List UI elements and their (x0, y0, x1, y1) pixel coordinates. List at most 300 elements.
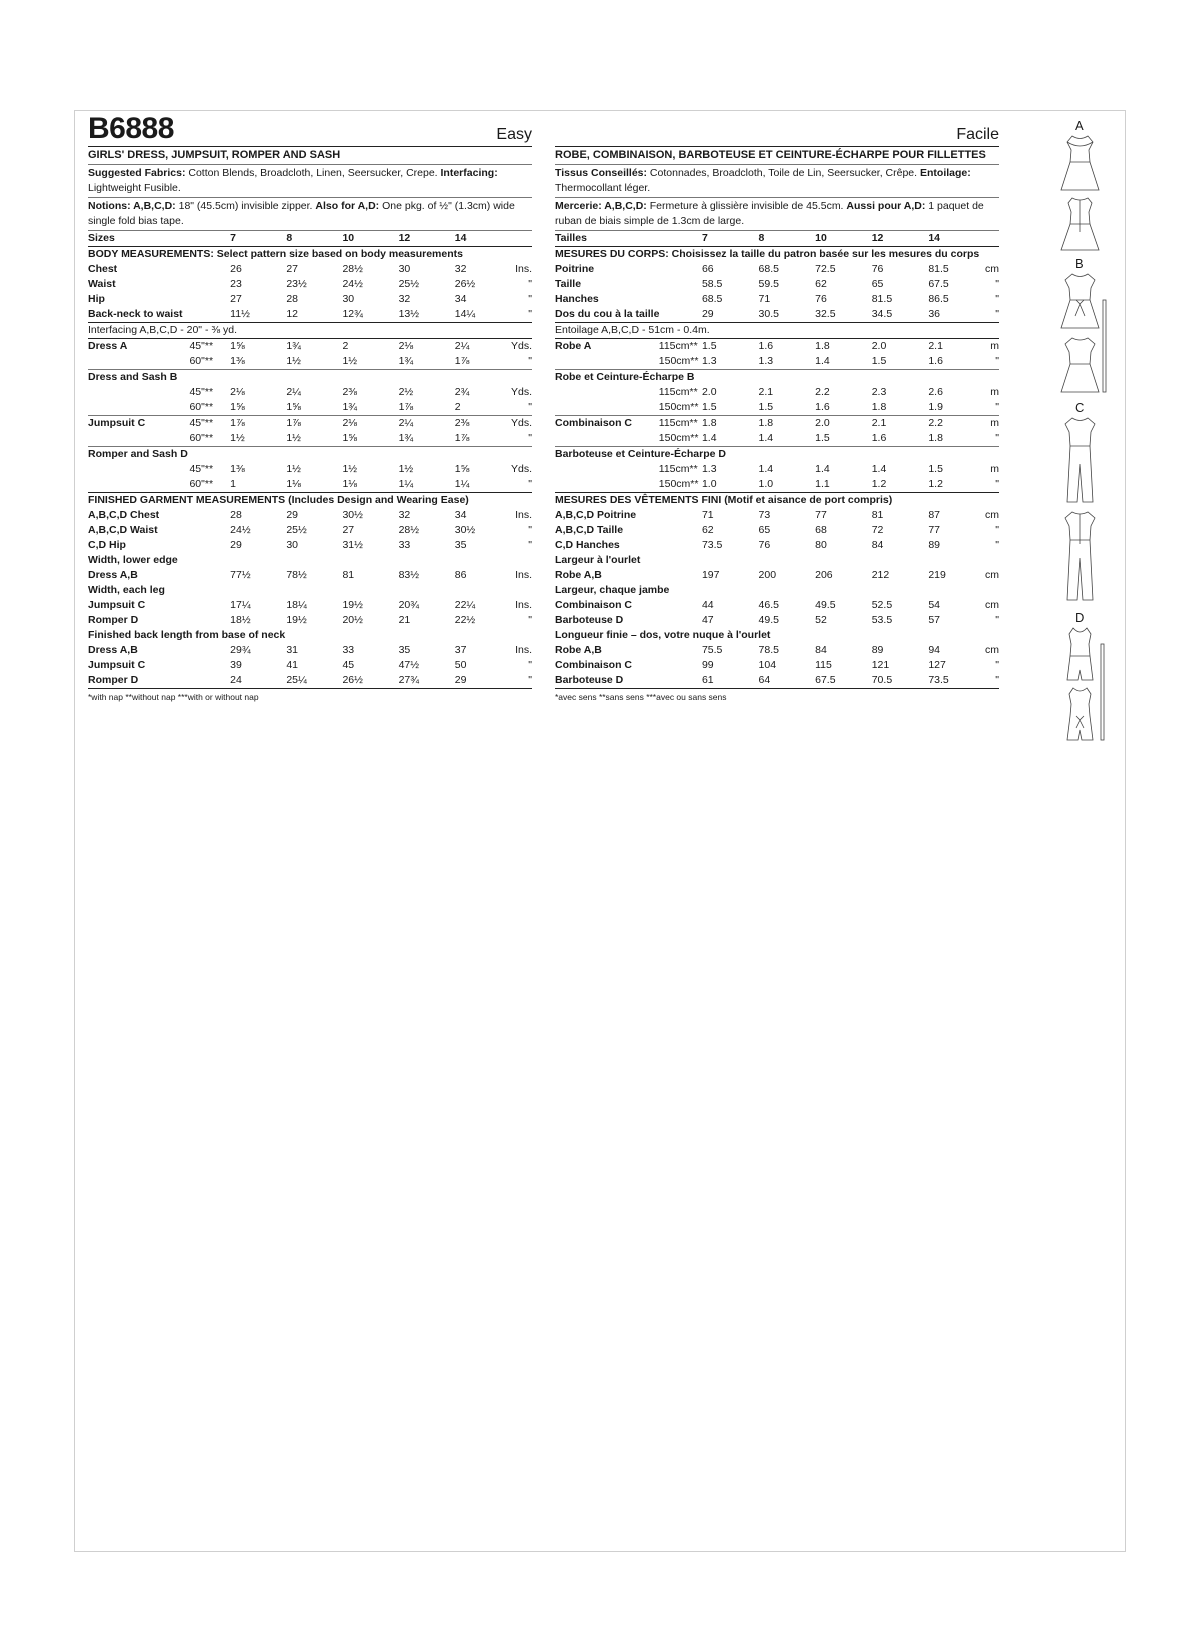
unit: " (511, 307, 532, 323)
size-value: 1.5 (701, 340, 717, 352)
size-value: 52 (815, 614, 827, 626)
size-value: 32 (454, 263, 467, 275)
size-value: 2.3 (871, 386, 887, 398)
unit: cm (985, 599, 999, 611)
size-value: 67.5 (928, 278, 949, 290)
table-row (555, 447, 999, 463)
table-row (88, 673, 532, 689)
size-value: 35 (454, 539, 467, 551)
size-value: 1.0 (759, 477, 816, 493)
size-value: 1¾ (398, 355, 414, 367)
size-value: 1½ (398, 463, 414, 475)
size-value: 68 (815, 524, 827, 536)
table-row (88, 508, 532, 523)
section-title-row (88, 247, 532, 263)
table-row (88, 292, 532, 307)
fabric-width: 150cm** (659, 477, 702, 493)
size-value: 1¾ (286, 340, 301, 352)
size-value: 1.4 (815, 463, 830, 475)
table-row (88, 416, 532, 432)
size-value: 1.6 (758, 340, 774, 352)
size-value: 1.4 (701, 432, 717, 444)
difficulty-level: Easy (496, 126, 532, 143)
view-letter-a: A (1075, 118, 1084, 133)
footnote: *with nap **without nap ***with or without nap (88, 692, 259, 702)
table-row (88, 523, 532, 538)
size-value: 36 (928, 307, 985, 323)
table-row (555, 370, 999, 386)
table-row (555, 508, 999, 523)
table-row (555, 385, 999, 400)
sizes-header (88, 231, 532, 247)
size-value: 72.5 (815, 263, 836, 275)
table-row (88, 583, 532, 598)
size-value: 115 (815, 659, 832, 671)
size-value: 1.3 (701, 463, 717, 475)
size-value: 127 (928, 659, 946, 671)
table-row (555, 673, 999, 689)
size-value: 1¾ (398, 432, 414, 444)
table-row (88, 277, 532, 292)
section-title-row (555, 247, 999, 263)
body-measurements (555, 262, 999, 323)
size-value: 65 (871, 278, 884, 290)
size-value: 19½ (286, 614, 307, 626)
table-row (88, 598, 532, 613)
size-value: 22¼ (454, 599, 476, 611)
size-value: 1 (230, 477, 286, 493)
interfacing-label: Interfacing: (440, 167, 498, 179)
size-value: 1.1 (815, 477, 872, 493)
table-row (555, 568, 999, 583)
table-row (555, 400, 999, 416)
size-value: 1.8 (759, 416, 816, 432)
unit: " (995, 401, 999, 413)
size-value: 1.8 (928, 432, 943, 444)
size-value: 47 (701, 614, 714, 626)
size-header: 12 (399, 231, 455, 247)
size-value: 1⅝ (230, 340, 245, 352)
size-value: 77 (928, 524, 940, 536)
size-value: 73 (758, 509, 771, 521)
size-value: 23 (230, 278, 242, 290)
view-letter-c: C (1075, 400, 1085, 415)
table-row (555, 307, 999, 323)
fabric-width: 45"** (189, 416, 230, 432)
size-value: 58.5 (701, 278, 723, 290)
header (88, 114, 532, 147)
row-label: Romper D (88, 673, 230, 689)
size-value: 1⅛ (342, 477, 398, 493)
table-row (88, 431, 532, 447)
size-value: 2.2 (928, 416, 985, 432)
size-value: 1⅞ (398, 401, 414, 413)
row-label: A,B,C,D Chest (88, 509, 160, 521)
size-value: 25½ (398, 278, 420, 290)
size-value: 68.5 (701, 293, 723, 305)
unit: cm (985, 509, 999, 521)
row-label: Combinaison C (555, 659, 633, 671)
interfacing-row (88, 323, 532, 339)
interfacing-requirement-text: Interfacing A,B,C,D - 20" - ⅜ yd. (88, 323, 532, 339)
fabric-width: 45"** (189, 340, 214, 352)
interfacing-text: Lightweight Fusible. (88, 182, 181, 194)
size-value: 1½ (342, 355, 358, 367)
size-value: 78½ (286, 569, 307, 581)
row-label: Robe A,B (555, 644, 602, 656)
size-value: 121 (871, 659, 890, 671)
size-value: 1.4 (815, 355, 830, 367)
unit: " (985, 477, 999, 493)
row-label: Longueur finie – dos, votre nuque à l'ourlet (555, 629, 771, 641)
size-value: 66 (701, 263, 714, 275)
size-value: 2.6 (928, 386, 943, 398)
size-value: 1.6 (815, 401, 830, 413)
size-value: 68.5 (758, 263, 779, 275)
size-value: 1.0 (702, 477, 759, 493)
fabric-width: 60"** (189, 432, 214, 444)
size-value: 31½ (342, 539, 363, 551)
row-label (555, 477, 659, 493)
size-value: 1.4 (871, 463, 887, 475)
size-value: 47½ (398, 659, 420, 671)
size-value: 30½ (454, 524, 476, 536)
size-value: 1.3 (701, 355, 717, 367)
row-label: Jumpsuit C (88, 599, 146, 611)
table-row (88, 538, 532, 553)
row-label: Width, lower edge (88, 554, 178, 566)
fabrics-line (88, 165, 532, 198)
table-row (555, 643, 999, 658)
unit: " (995, 293, 999, 305)
size-value: 28 (230, 509, 242, 521)
size-value: 75.5 (701, 644, 723, 656)
unit: cm (985, 644, 999, 656)
size-value: 29 (455, 673, 511, 689)
size-value: 67.5 (815, 673, 872, 689)
size-value: 84 (871, 539, 884, 551)
size-value: 1⅝ (230, 401, 245, 413)
table-row (88, 447, 532, 463)
row-label (555, 385, 659, 400)
row-label: Largeur, chaque jambe (555, 584, 670, 596)
size-value: 30½ (342, 509, 363, 521)
size-value: 1⅝ (454, 463, 470, 475)
size-value: 26½ (342, 673, 398, 689)
difficulty-level: Facile (956, 126, 999, 143)
unit: " (528, 524, 532, 536)
size-value: 104 (758, 659, 777, 671)
unit: Ins. (515, 599, 532, 611)
pattern-title: GIRLS' DRESS, JUMPSUIT, ROMPER AND SASH (88, 147, 532, 165)
size-value: 1.2 (928, 477, 985, 493)
row-label: Dos du cou à la taille (555, 307, 702, 323)
size-value: 86.5 (928, 293, 949, 305)
unit: " (995, 432, 999, 444)
yardage-section (88, 339, 532, 493)
table-row (555, 538, 999, 553)
size-value: 72 (871, 524, 884, 536)
size-header: 12 (872, 231, 929, 247)
size-value: 206 (815, 569, 833, 581)
unit: " (511, 477, 532, 493)
size-value: 28½ (398, 524, 420, 536)
finished-measurements (555, 508, 999, 689)
size-value: 54 (928, 599, 940, 611)
size-value: 1⅞ (454, 432, 470, 444)
size-value: 2.1 (928, 340, 943, 352)
size-value: 29¾ (230, 644, 251, 656)
unit: " (528, 614, 532, 626)
size-value: 71 (758, 293, 771, 305)
size-value: 83½ (398, 569, 420, 581)
row-label: Robe et Ceinture-Écharpe B (555, 370, 999, 386)
size-value: 2⅛ (398, 340, 414, 352)
also-label: Aussi pour A,D: (846, 200, 926, 212)
row-label: Dress A,B (88, 569, 138, 581)
size-value: 1¼ (455, 477, 511, 493)
size-value: 1.5 (701, 401, 717, 413)
table-row (88, 339, 532, 355)
size-value: 2¼ (286, 386, 301, 398)
size-value: 1.9 (928, 401, 943, 413)
unit: m (990, 386, 999, 398)
fabric-width: 150cm** (658, 432, 699, 444)
table-row (555, 523, 999, 538)
size-value: 34.5 (872, 307, 929, 323)
unit: " (985, 673, 999, 689)
row-label (88, 354, 189, 370)
fabric-width: 115cm** (658, 463, 698, 475)
size-value: 24½ (230, 524, 251, 536)
unit: cm (985, 569, 999, 581)
table-row (88, 628, 532, 643)
row-label (88, 400, 189, 416)
also-text: 1 paquet de ruban de biais simple de 1.3cm de large. (555, 200, 984, 227)
unit: m (985, 416, 999, 432)
unit: " (995, 659, 999, 671)
row-label: Hip (88, 293, 105, 305)
size-value: 2.0 (815, 416, 872, 432)
size-value: 1.2 (872, 477, 929, 493)
fabrics-text: Cotonnades, Broadcloth, Toile de Lin, Seersucker, Crêpe. (647, 167, 920, 179)
unit: " (528, 401, 532, 413)
size-value: 65 (758, 524, 771, 536)
row-label: A,B,C,D Taille (555, 524, 624, 536)
table-row (555, 462, 999, 477)
size-value: 73.5 (928, 673, 985, 689)
size-value: 44 (701, 599, 714, 611)
row-label: Dress A,B (88, 644, 138, 656)
size-value: 1⅞ (286, 416, 342, 432)
size-header: 14 (928, 231, 985, 247)
row-label (555, 400, 659, 416)
size-value: 25½ (286, 524, 307, 536)
size-value: 81.5 (928, 263, 949, 275)
also-text: One pkg. of ½" (1.3cm) wide single fold bias tape. (88, 200, 515, 227)
size-value: 37 (454, 644, 467, 656)
size-value: 89 (928, 539, 940, 551)
size-value: 81.5 (871, 293, 893, 305)
row-label: Taille (555, 278, 582, 290)
size-value: 25¼ (286, 673, 342, 689)
size-header: 7 (702, 231, 759, 247)
size-value: 1.3 (758, 355, 774, 367)
size-value: 2⅛ (230, 386, 245, 398)
english-column (88, 114, 532, 702)
unit: " (995, 524, 999, 536)
size-value: 22½ (454, 614, 476, 626)
unit: " (528, 432, 532, 444)
row-label (88, 385, 189, 400)
pattern-number: B6888 (88, 112, 174, 145)
row-label: Chest (88, 263, 118, 275)
size-value: 57 (928, 614, 940, 626)
size-value: 18¼ (286, 599, 307, 611)
fabric-width: 115cm** (659, 416, 702, 432)
size-value: 33 (398, 539, 411, 551)
row-label: Jumpsuit C (88, 659, 146, 671)
size-value: 1.6 (928, 355, 943, 367)
sizes-row (88, 231, 532, 247)
fabrics-line (555, 165, 999, 198)
unit: m (990, 340, 999, 352)
table-row (555, 553, 999, 568)
unit: " (995, 539, 999, 551)
header (555, 114, 999, 147)
size-value: 21 (398, 614, 411, 626)
interfacing-label: Entoilage: (920, 167, 971, 179)
size-header: 8 (759, 231, 816, 247)
table-row (555, 431, 999, 447)
unit: " (528, 355, 532, 367)
notions-text: 18" (45.5cm) invisible zipper. (175, 200, 316, 212)
size-value: 30 (398, 263, 411, 275)
sizes-row (555, 231, 999, 247)
row-label: Robe A,B (555, 569, 602, 581)
size-value: 200 (758, 569, 777, 581)
size-value: 1⅞ (230, 416, 286, 432)
size-value: 13½ (399, 307, 455, 323)
row-label: Poitrine (555, 263, 595, 275)
unit: " (511, 673, 532, 689)
fabrics-text: Cotton Blends, Broadcloth, Linen, Seersucker, Crepe. (185, 167, 441, 179)
size-value: 1⅞ (454, 355, 470, 367)
size-value: 62 (815, 278, 827, 290)
size-value: 1⅜ (230, 463, 245, 475)
notions-line (88, 198, 532, 231)
measurement-table (555, 231, 999, 689)
unit: m (990, 463, 999, 475)
size-value: 45 (342, 659, 355, 671)
table-row (88, 553, 532, 568)
size-value: 76 (871, 263, 884, 275)
table-row (555, 598, 999, 613)
footnote: *avec sens **sans sens ***avec ou sans sens (555, 692, 727, 702)
interfacing-requirement (555, 323, 999, 339)
unit: Yds. (510, 340, 532, 352)
size-value: 46.5 (758, 599, 779, 611)
sizes-label: Sizes (88, 231, 230, 247)
fabric-width: 60"** (189, 355, 214, 367)
size-value: 20½ (342, 614, 363, 626)
unit: Ins. (515, 509, 532, 521)
fabric-width: 115cm** (658, 386, 698, 398)
size-value: 81 (342, 569, 355, 581)
row-label (88, 462, 189, 477)
size-value: 14¼ (455, 307, 511, 323)
size-value: 1.4 (758, 432, 774, 444)
size-value: 26 (230, 263, 242, 275)
table-row (88, 568, 532, 583)
size-value: 62 (701, 524, 714, 536)
fabric-width: 150cm** (658, 355, 699, 367)
size-value: 78.5 (758, 644, 779, 656)
row-label: Romper D (88, 614, 139, 626)
size-value: 1.8 (702, 416, 759, 432)
row-label (555, 431, 659, 447)
unit: Ins. (515, 569, 532, 581)
fabric-width: 60"** (189, 477, 230, 493)
size-value: 20¾ (398, 599, 420, 611)
fabrics-label: Tissus Conseillés: (555, 167, 648, 179)
table-row (88, 462, 532, 477)
size-value: 1.4 (758, 463, 774, 475)
section-title: BODY MEASUREMENTS: Select pattern size based on body measurements (88, 248, 463, 260)
table-row (555, 277, 999, 292)
size-value: 2½ (398, 386, 414, 398)
table-row (555, 339, 999, 355)
unit: " (995, 355, 999, 367)
fabric-width: 45"** (189, 386, 214, 398)
dress-b-sketch (1055, 270, 1110, 395)
size-value: 2¼ (399, 416, 455, 432)
fabric-width: 115cm** (658, 340, 698, 352)
size-value: 49.5 (815, 599, 836, 611)
row-label: Waist (88, 278, 116, 290)
size-value: 77 (815, 509, 827, 521)
size-value: 99 (701, 659, 714, 671)
unit: " (528, 278, 532, 290)
measurement-table (88, 231, 532, 689)
table-row (88, 400, 532, 416)
row-label: Hanches (555, 293, 599, 305)
size-value: 77½ (230, 569, 251, 581)
row-label: Jumpsuit C (88, 416, 189, 432)
unit: Ins. (515, 644, 532, 656)
row-label (88, 431, 189, 447)
size-value: 32.5 (815, 307, 872, 323)
section-title: MESURES DU CORPS: Choisissez la taille du patron basée sur les mesures du corps (555, 248, 980, 260)
row-label: Barboteuse et Ceinture-Écharpe D (555, 447, 999, 463)
size-value: 84 (815, 644, 827, 656)
size-value: 1.5 (815, 432, 830, 444)
size-value: 49.5 (758, 614, 779, 626)
sizes-header (555, 231, 999, 247)
unit: Ins. (515, 263, 532, 275)
unit-header (511, 231, 532, 247)
unit: " (528, 659, 532, 671)
size-value: 26½ (454, 278, 476, 290)
size-value: 34 (454, 509, 467, 521)
size-value: 1.8 (871, 401, 887, 413)
unit: " (995, 278, 999, 290)
size-value: 1¾ (342, 401, 358, 413)
size-value: 2.0 (701, 386, 717, 398)
row-label: Dress A (88, 340, 128, 352)
unit: Yds. (510, 463, 532, 475)
table-row (555, 416, 999, 432)
